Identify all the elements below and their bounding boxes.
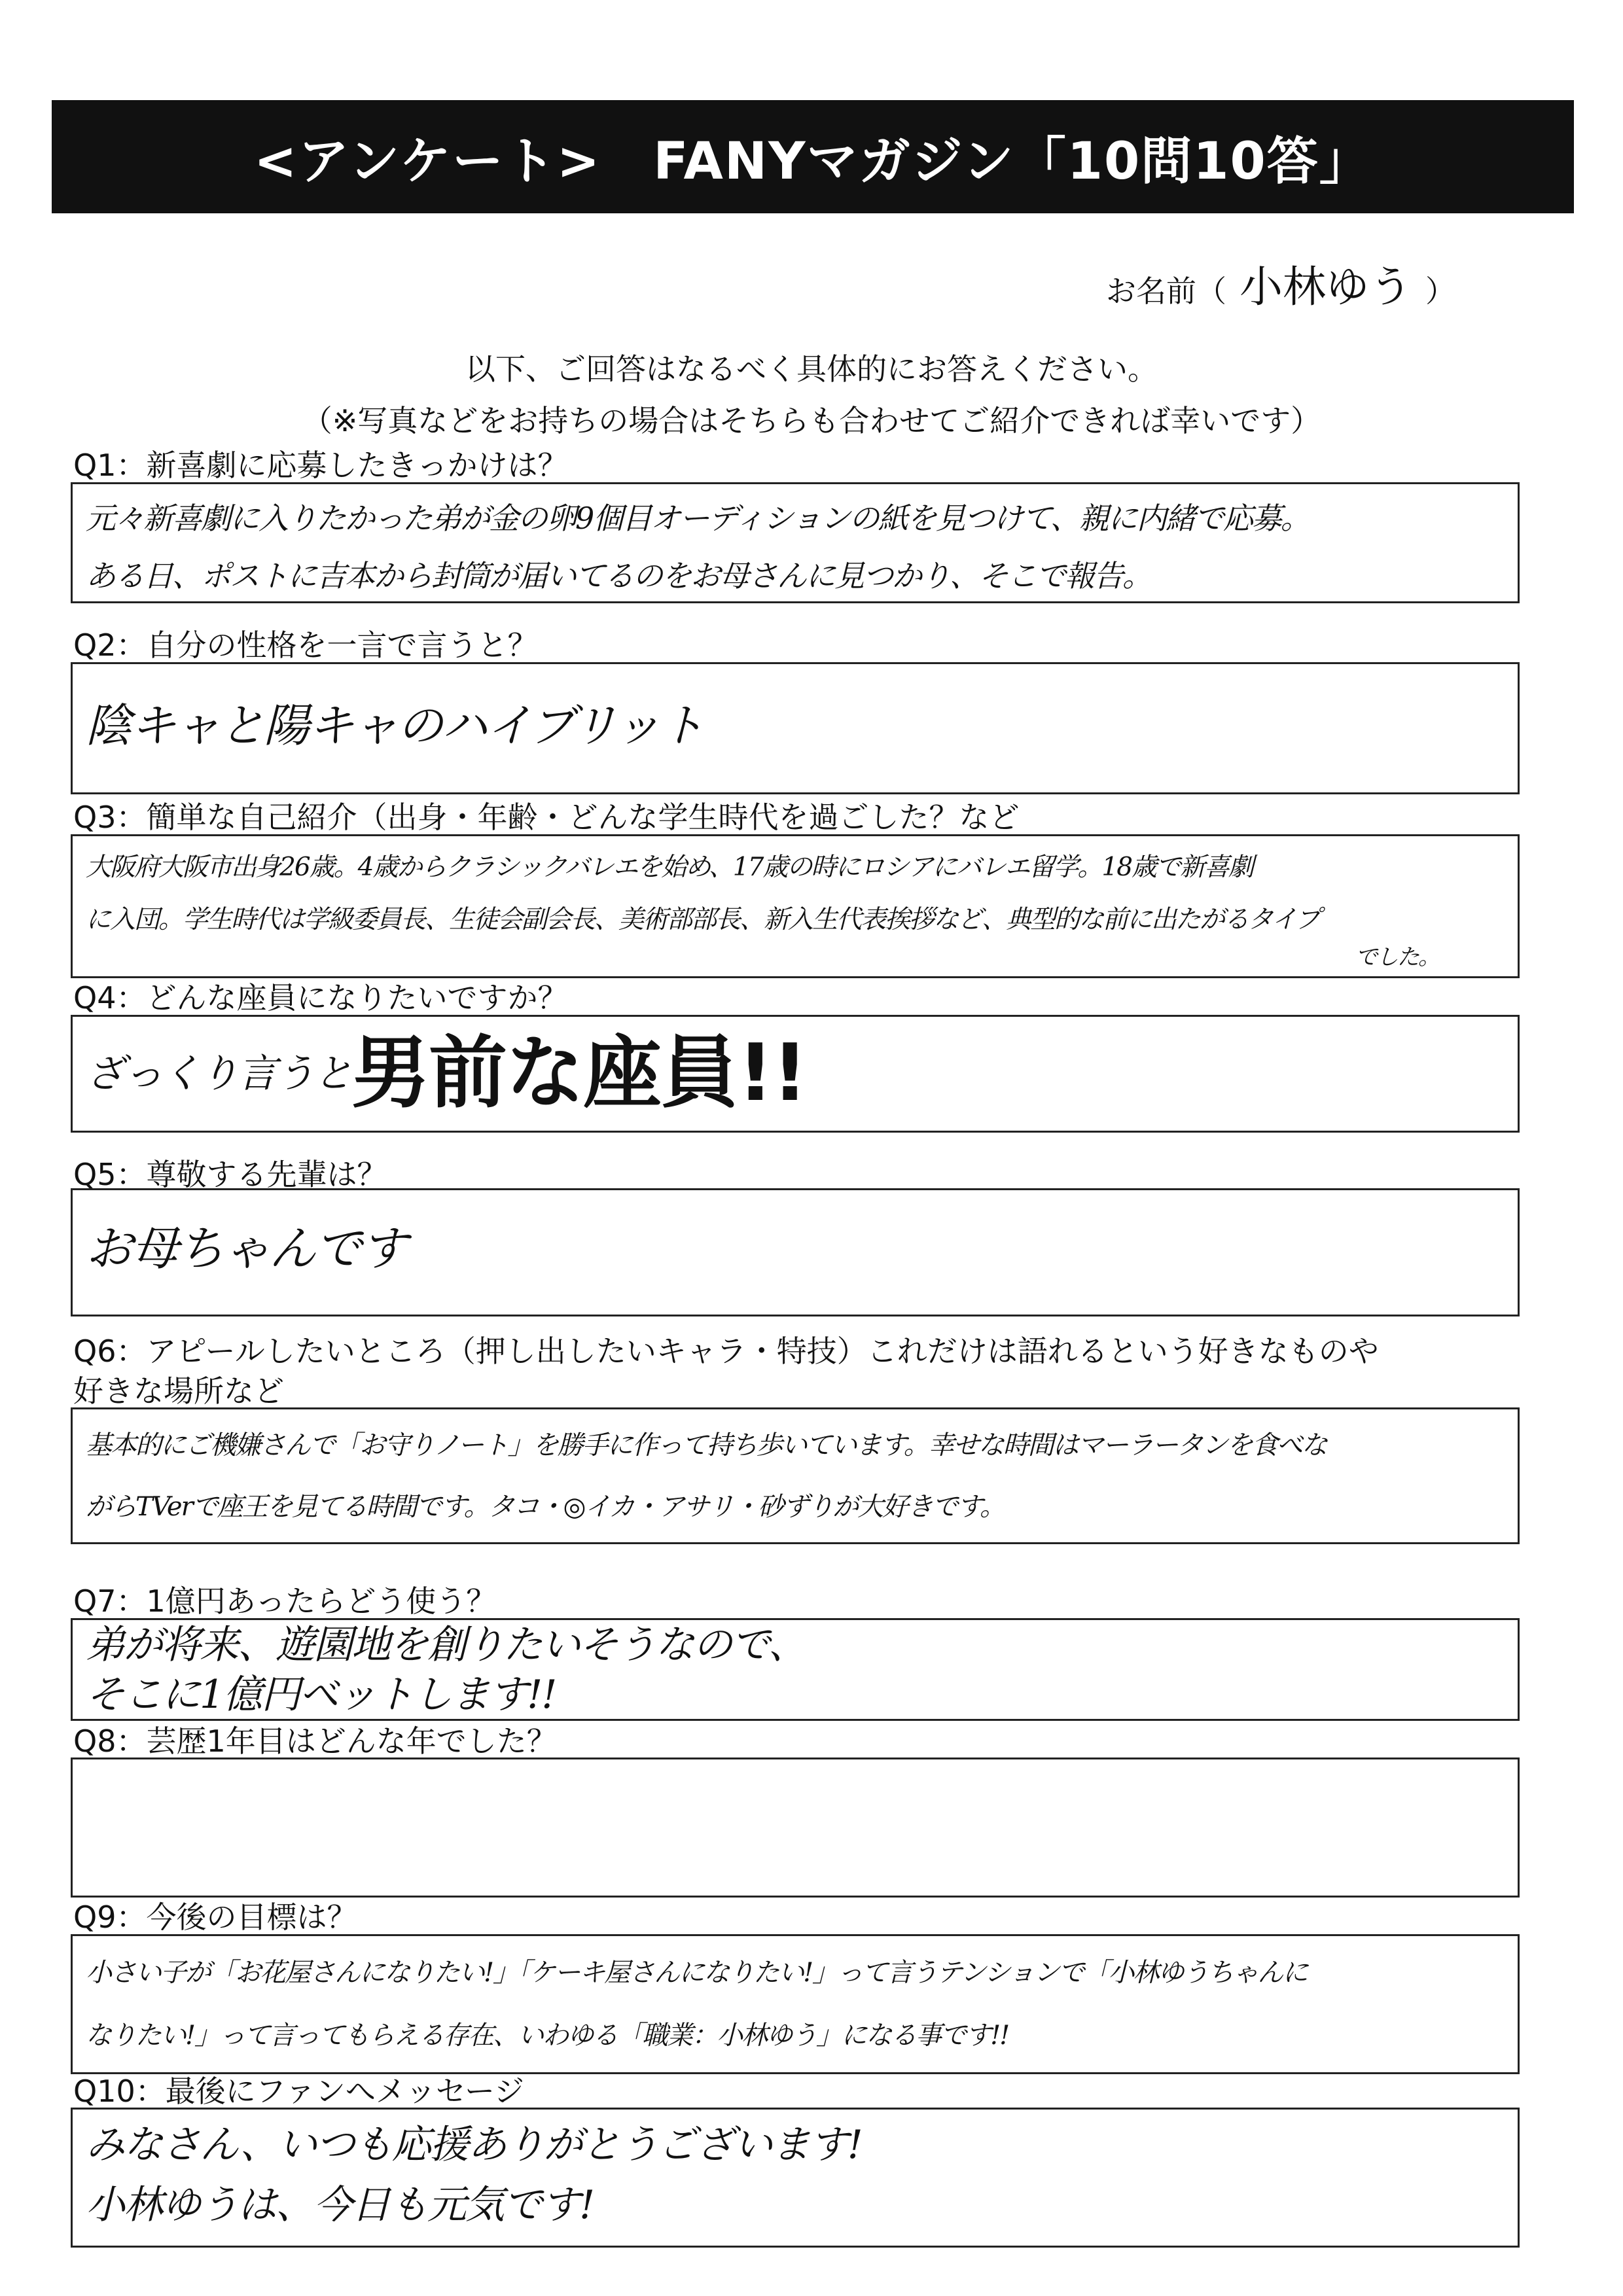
header-bar bbox=[52, 100, 1574, 213]
answer-line: ざっくり言うと bbox=[86, 1051, 351, 1097]
answer-box bbox=[71, 1407, 1520, 1544]
answer-line: ある日、ポストに吉本から封筒が届いてるのをお母さんに見つかり、そこで報告。 bbox=[86, 558, 1151, 593]
name-label: お名前（ bbox=[1106, 274, 1226, 309]
answer-line: なりたい!」って言ってもらえる存在、いわゆる「職業：小林ゆう」になる事です!! bbox=[86, 2021, 1009, 2051]
question-label-cont: 好きな場所など bbox=[73, 1373, 284, 1409]
instruction-line: 以下、ご回答はなるべく具体的にお答えください。 bbox=[465, 351, 1158, 387]
answer-line: 小さい子が「お花屋さんになりたい!」「ケーキ屋さんになりたい!」って言うテンションで「小林ゆうちゃんに bbox=[86, 1958, 1308, 1988]
question-label: Q1：新喜劇に応募したきっかけは？ bbox=[73, 448, 568, 483]
answer-line: 陰キャと陽キャのハイブリット bbox=[86, 699, 704, 752]
answer-box bbox=[71, 1015, 1520, 1133]
name-field bbox=[1106, 252, 1455, 314]
question-label: Q6：アピールしたいところ（押し出したいキャラ・特技）これだけは語れるという好きなものや bbox=[73, 1333, 1379, 1369]
question-label: Q3：簡単な自己紹介（出身・年齢・どんな学生時代を過ごした？など bbox=[73, 800, 1020, 835]
question-label: Q4：どんな座員になりたいですか？ bbox=[73, 980, 568, 1016]
page-title: <アンケート> FANYマガジン「10問10答」 bbox=[254, 132, 1372, 191]
question-label: Q10：最後にファンへメッセージ bbox=[73, 2074, 525, 2109]
name-value: 小林ゆう bbox=[1240, 262, 1412, 312]
answer-line: 弟が将来、遊園地を創りたいそうなので、 bbox=[86, 1622, 806, 1668]
answer-box bbox=[71, 482, 1520, 603]
answer-line: みなさん、いつも応援ありがとうございます! bbox=[86, 2122, 862, 2168]
name-label-close: ） bbox=[1425, 274, 1455, 309]
question-label: Q9：今後の目標は？ bbox=[73, 1899, 357, 1935]
question-label: Q2：自分の性格を一言で言うと？ bbox=[73, 627, 538, 663]
instruction-note: （※写真などをお持ちの場合はそちらも合わせてご紹介できれば幸いです） bbox=[302, 403, 1321, 438]
answer-line: がらTVerで座王を見てる時間です。タコ・◎イカ・アサリ・砂ずりが大好きです。 bbox=[86, 1492, 1005, 1522]
question-label: Q8：芸歴1年目はどんな年でした？ bbox=[73, 1723, 557, 1759]
answer-box bbox=[71, 834, 1520, 978]
answer-line: お母ちゃんです bbox=[86, 1221, 407, 1276]
answer-line: そこに1億円ベットします!! bbox=[86, 1672, 556, 1718]
answer-box bbox=[71, 1618, 1520, 1721]
answer-line: 大阪府大阪市出身26歳。4歳からクラシックバレエを始め、17歳の時にロシアにバレエ留学。18歳で新喜劇 bbox=[86, 853, 1253, 882]
answer-line: 元々新喜劇に入りたかった弟が金の卵9個目オーディションの紙を見つけて、親に内緒で応募。 bbox=[86, 501, 1310, 536]
answer-box bbox=[71, 1188, 1520, 1316]
answer-emphasis: 男前な座員!! bbox=[351, 1028, 807, 1119]
answer-line: 小林ゆうは、今日も元気です! bbox=[86, 2182, 594, 2228]
answer-box bbox=[71, 2108, 1520, 2248]
answer-box bbox=[71, 662, 1520, 794]
question-label: Q7：1億円あったらどう使う？ bbox=[73, 1583, 497, 1619]
answer-line: 基本的にご機嫌さんで「お守りノート」を勝手に作って持ち歩いています。幸せな時間はマーラータンを食べな bbox=[86, 1430, 1327, 1460]
answer-note: でした。 bbox=[1355, 944, 1439, 970]
answer-line: に入団。学生時代は学級委員長、生徒会副会長、美術部部長、新入生代表挨拶など、典型的な前に出たがるタイプ bbox=[86, 905, 1320, 934]
question-label: Q5：尊敬する先輩は？ bbox=[73, 1157, 387, 1192]
answer-box bbox=[71, 1934, 1520, 2074]
answer-box-empty bbox=[71, 1757, 1520, 1898]
